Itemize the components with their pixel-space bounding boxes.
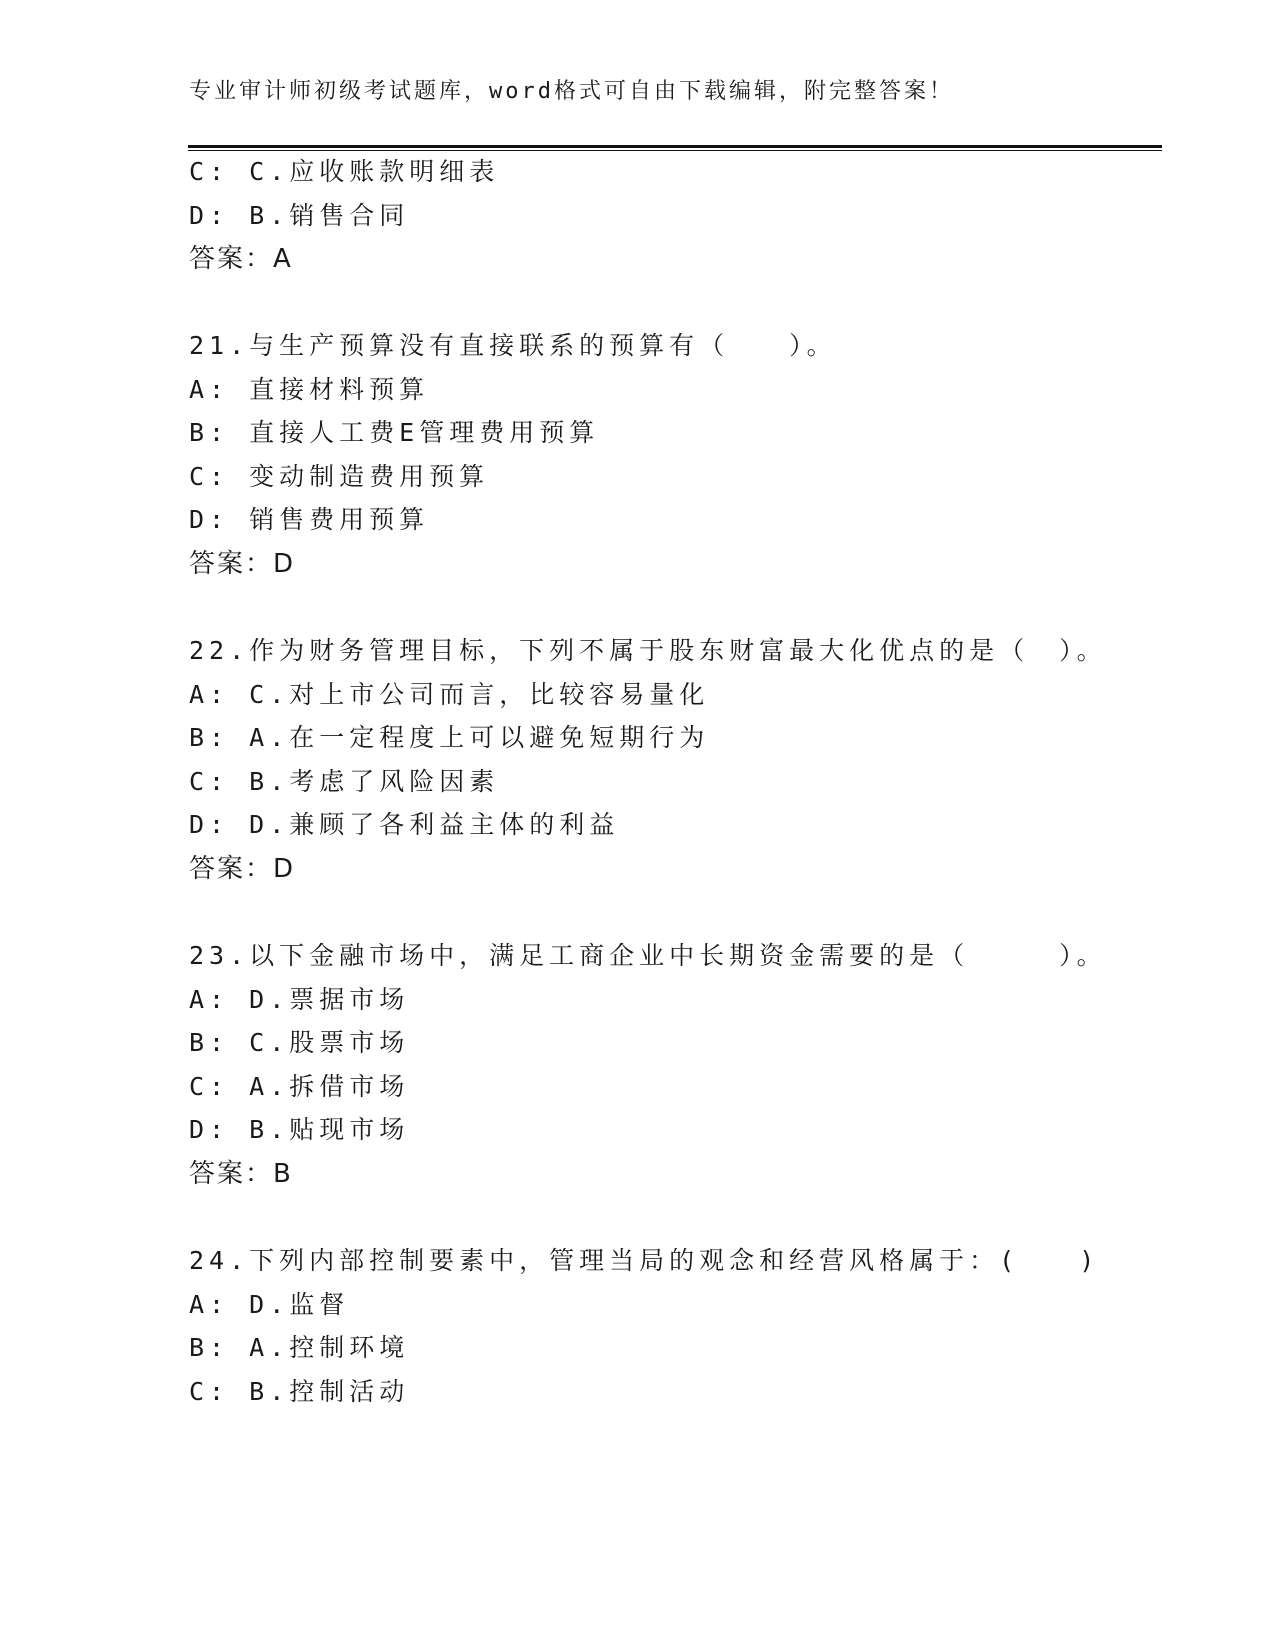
question-option: A: D.票据市场 [189, 985, 410, 1014]
question-option: A: C.对上市公司而言，比较容易量化 [189, 680, 710, 709]
question-option: B: A.控制环境 [189, 1333, 410, 1362]
question-answer: 答案：B [189, 1159, 293, 1189]
question-option: D: B.贴现市场 [189, 1115, 410, 1144]
question-option: C: A.拆借市场 [189, 1072, 410, 1101]
page-header: 专业审计师初级考试题库，word格式可自由下载编辑，附完整答案！ [189, 79, 954, 104]
question-option: A: D.监督 [189, 1290, 350, 1319]
carryover-option-c: C: C.应收账款明细表 [189, 157, 500, 186]
question-stem: 23.以下金融市场中，满足工商企业中长期资金需要的是（ ）。 [189, 941, 1107, 970]
question-stem: 22.作为财务管理目标，下列不属于股东财富最大化优点的是（ ）。 [189, 636, 1107, 665]
carryover-answer: 答案：A [189, 244, 293, 274]
carryover-option-d: D: B.销售合同 [189, 201, 410, 230]
question-option: A: 直接材料预算 [189, 375, 430, 404]
question-option: C: B.控制活动 [189, 1377, 410, 1406]
header-divider-thin [188, 150, 1162, 151]
question-option: D: 销售费用预算 [189, 505, 430, 534]
question-option: B: A.在一定程度上可以避免短期行为 [189, 723, 710, 752]
question-answer: 答案：D [189, 854, 296, 884]
question-answer: 答案：D [189, 549, 296, 579]
question-option: C: B.考虑了风险因素 [189, 767, 500, 796]
question-option: B: 直接人工费E管理费用预算 [189, 418, 600, 447]
question-option: B: C.股票市场 [189, 1028, 410, 1057]
question-option: D: D.兼顾了各利益主体的利益 [189, 810, 620, 839]
question-option: C: 变动制造费用预算 [189, 462, 490, 491]
question-stem: 21.与生产预算没有直接联系的预算有（ ）。 [189, 331, 837, 360]
question-stem: 24.下列内部控制要素中，管理当局的观念和经营风格属于：( ) [189, 1246, 1100, 1275]
header-divider [188, 145, 1162, 151]
header-divider-thick [188, 145, 1162, 148]
